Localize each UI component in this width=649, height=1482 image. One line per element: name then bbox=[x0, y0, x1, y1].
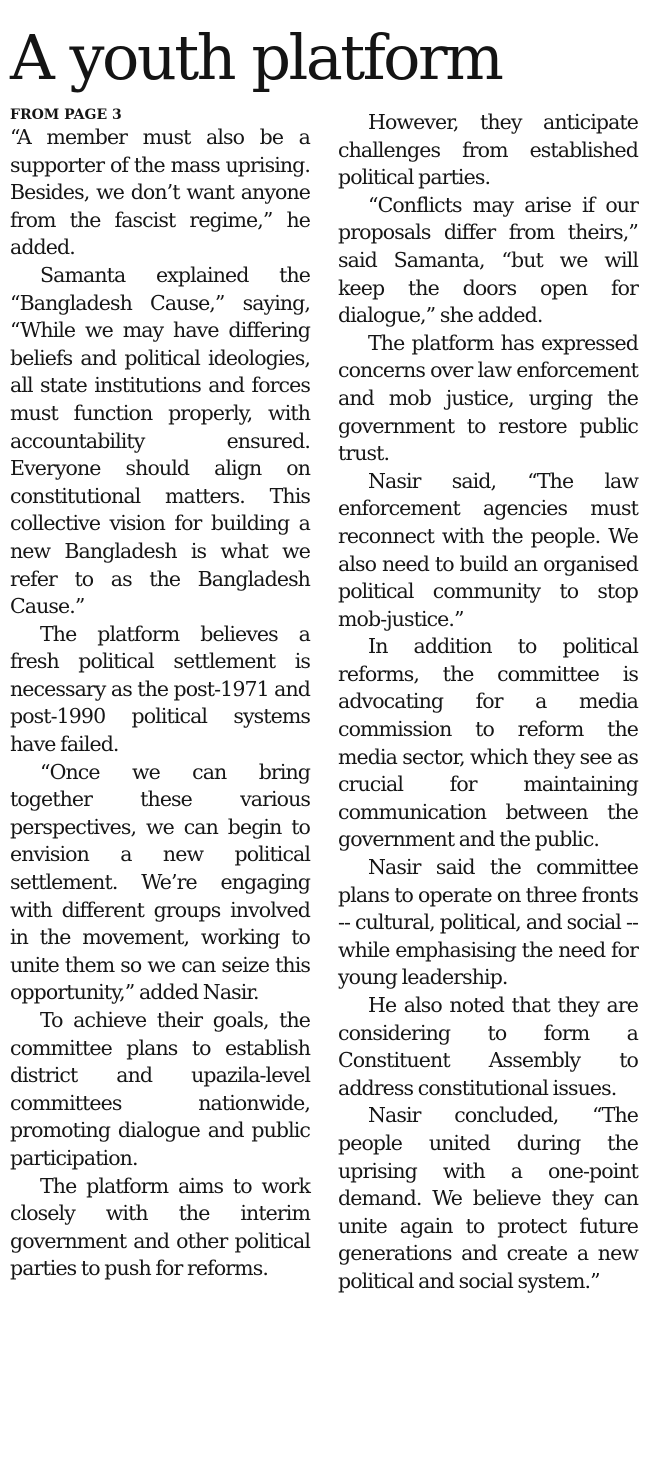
paragraph: The platform believes a fresh political settlement is necessary as the post-1971 and post-1990 political systems have failed. bbox=[10, 621, 310, 757]
paragraph: However, they anticipate challenges from established political parties. bbox=[338, 110, 638, 190]
paragraph: The platform aims to work closely with the interim government and other political parties to push for reforms. bbox=[10, 1173, 310, 1281]
paragraph: Samanta explained the “Bangladesh Cause,” saying, “While we may have differing beliefs and political ideologies, all state institutions and forces must function properly, with accountability ensured. Everyone should align on constitutional matters. This collective vision for building a new Bangladesh is what we refer to as the Bangladesh Cause.” bbox=[10, 262, 310, 619]
paragraph: “Once we can bring together these various perspectives, we can begin to envision a new political settlement. We’re engaging with different groups involved in the movement, working to unite them so we can seize this opportunity,” added Nasir. bbox=[10, 759, 310, 1005]
paragraph: In addition to political reforms, the committee is advocating for a media commission to reform the media sector, which they see as crucial for maintaining communication between the government and the public. bbox=[338, 634, 638, 852]
paragraph: Nasir said, “The law enforcement agencies must reconnect with the people. We also need to build an organised political community to stop mob-justice.” bbox=[338, 468, 638, 631]
paragraph: “Conflicts may arise if our proposals differ from theirs,” said Samanta, “but we will keep the doors open for dialogue,” she added. bbox=[338, 192, 638, 328]
headline: A youth platform bbox=[10, 21, 502, 94]
continuation-kicker: FROM PAGE 3 bbox=[10, 107, 122, 123]
paragraph: Nasir concluded, “The people united during the uprising with a one-point demand. We believe they can unite again to protect future generations and create a new political and social system.” bbox=[338, 1103, 638, 1293]
paragraph: “A member must also be a supporter of the mass uprising. Besides, we don’t want anyone from the fascist regime,” he added. bbox=[10, 125, 310, 260]
paragraph: Nasir said the committee plans to operate on three fronts -- cultural, political, and social -- while emphasising the need for young leadership. bbox=[338, 855, 638, 990]
paragraph: To achieve their goals, the committee plans to establish district and upazila-level committees nationwide, promoting dialogue and public participation. bbox=[10, 1008, 310, 1170]
article-column-right bbox=[338, 109, 638, 1296]
paragraph: The platform has expressed concerns over law enforcement and mob justice, urging the government to restore public trust. bbox=[338, 330, 638, 466]
paragraph: He also noted that they are considering to form a Constituent Assembly to address constitutional issues. bbox=[338, 993, 638, 1100]
article-column-left bbox=[10, 106, 310, 1283]
